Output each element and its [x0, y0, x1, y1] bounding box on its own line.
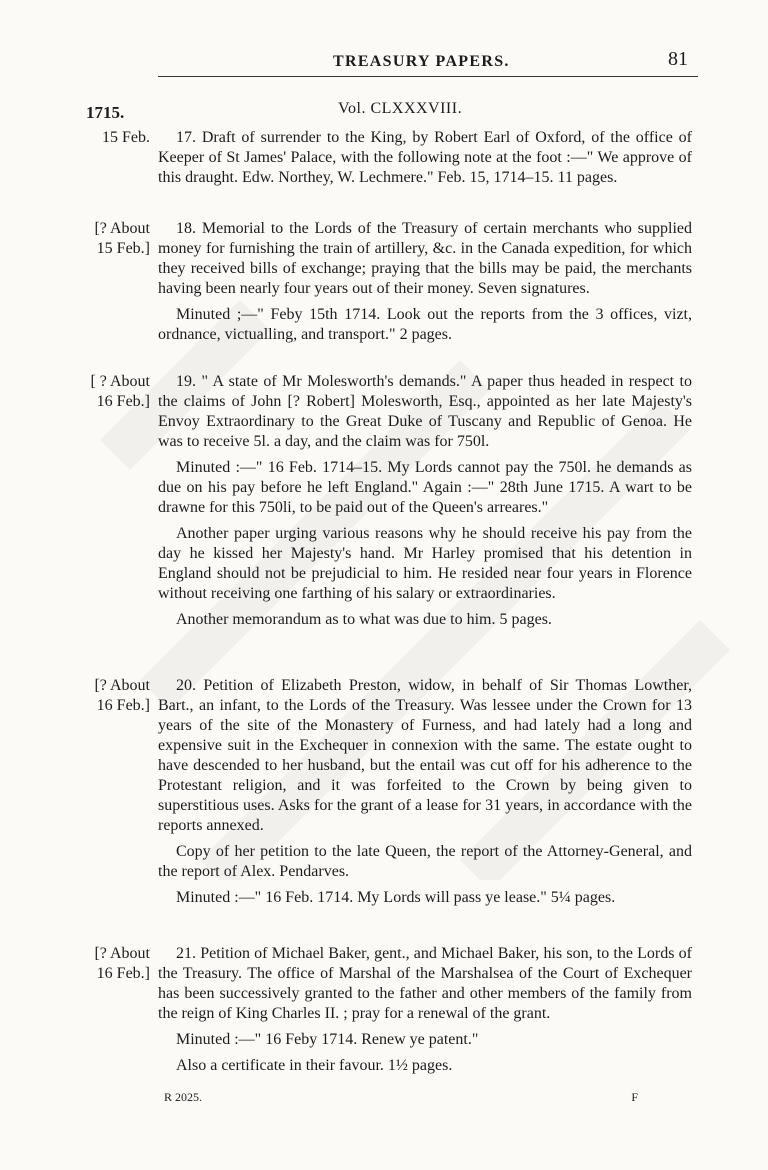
minute-paragraph: Minuted :—" 16 Feb. 1714–15. My Lords cannot pay the 750l. he demands as due on his pay before he left England." Again :—" 28th June 1715. A wart to be drawne for this 750li, to be paid out of the Queen's arreares.": [158, 459, 692, 516]
entry-paragraph: Another memorandum as to what was due to him. 5 pages.: [176, 611, 552, 628]
entry-paragraph: Another paper urging various reasons why he should receive his pay from the day he kissed her Majesty's hand. Mr Harley promised that his detention in England should not be prejudicial to him. He resided near four years in Florence without receiving one farthing of his salary or extraordinaries.: [158, 525, 692, 602]
entry-date: [ ? About 16 Feb.]: [90, 373, 150, 410]
entry-date: [? About 15 Feb.]: [94, 220, 150, 257]
entry-paragraph: 17. Draft of surrender to the King, by Robert Earl of Oxford, of the office of Keeper of St James' Palace, with the following note at the foot :—" We approve of this draught. Edw. Northey, W. Lechmere." Feb. 15, 1714–15. 11 pages.: [158, 129, 692, 186]
margin-year: 1715.: [86, 103, 125, 122]
entry-date: [? About 16 Feb.]: [94, 945, 150, 982]
minute-paragraph: Minuted :—" 16 Feby 1714. Renew ye patent.": [176, 1031, 479, 1048]
entry-date: [? About 16 Feb.]: [94, 677, 150, 714]
header-rule: [158, 76, 698, 77]
entry-text: [158, 676, 692, 914]
printer-signature: R 2025.: [164, 1090, 203, 1104]
entry-paragraph: 21. Petition of Michael Baker, gent., and Michael Baker, his son, to the Lords of the Treasury. The office of Marshal of the Marshalsea of the Court of Exchequer has been successively granted to the father and other members of the family from the reign of King Charles II. ; pray for a renewal of the grant.: [158, 945, 692, 1022]
minute-paragraph: Minuted :—" 16 Feb. 1714. My Lords will pass ye lease." 5¼ pages.: [176, 889, 616, 906]
entry-paragraph: Copy of her petition to the late Queen, the report of the Attorney-General, and the report of Alex. Pendarves.: [158, 843, 692, 880]
entry-paragraph: 19. " A state of Mr Molesworth's demands." A paper thus headed in respect to the claims of John [? Robert] Molesworth, Esq., appointed as her late Majesty's Envoy Extraordinary to the Great Duke of Tuscany and Republic of Genoa. He was to receive 5l. a day, and the claim was for 750l.: [158, 373, 692, 450]
page-number: 81: [668, 48, 688, 70]
volume-heading: Vol. CLXXXVIII.: [338, 100, 463, 117]
entry-text: [158, 372, 692, 636]
running-header: [158, 48, 698, 78]
entry-text: [158, 128, 692, 194]
entry-paragraph: Also a certificate in their favour. 1½ pages.: [176, 1057, 453, 1074]
entry-text: [158, 944, 692, 1082]
sheet-mark: F: [631, 1090, 638, 1104]
entry-text: [158, 219, 692, 351]
entry-date: 15 Feb.: [102, 129, 150, 146]
entry-paragraph: 20. Petition of Elizabeth Preston, widow, in behalf of Sir Thomas Lowther, Bart., an infant, to the Lords of the Treasury. Was lessee under the Crown for 13 years of the site of the Monastery of Furness, and had lately had a long and expensive suit in the Exchequer in connexion with the same. The estate ought to have descended to her husband, but the entail was cut off for his adherence to the Protestant religion, and it was forfeited to the Crown by being given to superstitious uses. Asks for the grant of a lease for 31 years, in accordance with the reports annexed.: [158, 677, 692, 834]
entry-paragraph: 18. Memorial to the Lords of the Treasury of certain merchants who supplied money for furnishing the train of artillery, &c. in the Canada expedition, for which they received bills of exchange; praying that the bills may be paid, the merchants having been nearly four years out of their money. Seven signatures.: [158, 220, 692, 297]
running-title: TREASURY PAPERS.: [333, 53, 510, 70]
minute-paragraph: Minuted ;—" Feby 15th 1714. Look out the reports from the 3 offices, vizt, ordnance, victualling, and transport." 2 pages.: [158, 306, 692, 343]
